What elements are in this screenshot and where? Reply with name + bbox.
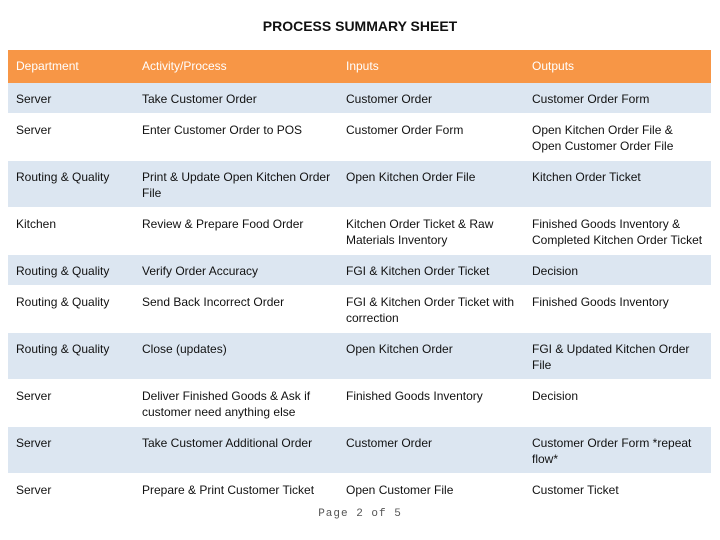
cell-inputs: FGI & Kitchen Order Ticket with correction xyxy=(346,295,515,325)
cell-department: Kitchen xyxy=(16,217,57,231)
cell-department: Server xyxy=(16,123,52,137)
cell-outputs: Open Kitchen Order File & Open Customer Order File xyxy=(532,123,674,153)
page-title: PROCESS SUMMARY SHEET xyxy=(262,18,458,34)
cell-activity: Close (updates) xyxy=(142,342,227,356)
cell-activity: Review & Prepare Food Order xyxy=(142,217,304,231)
cell-department: Routing & Quality xyxy=(16,295,110,309)
table-row xyxy=(8,333,711,380)
header-activity-process: Activity/Process xyxy=(142,59,227,73)
cell-outputs: Customer Ticket xyxy=(532,483,619,497)
cell-activity: Send Back Incorrect Order xyxy=(142,295,285,309)
cell-inputs: Customer Order Form xyxy=(346,123,464,137)
cell-inputs: Open Kitchen Order File xyxy=(346,170,476,184)
table-row xyxy=(8,380,711,427)
page-number: Page 2 of 5 xyxy=(318,508,402,520)
header-outputs: Outputs xyxy=(532,59,575,73)
table-header-row xyxy=(8,50,711,83)
table-row xyxy=(8,255,711,286)
cell-department: Server xyxy=(16,436,52,450)
cell-inputs: FGI & Kitchen Order Ticket xyxy=(346,264,490,278)
cell-inputs: Kitchen Order Ticket & Raw Materials Inventory xyxy=(346,217,494,247)
header-department: Department xyxy=(16,59,79,73)
table-row xyxy=(8,427,711,474)
cell-activity: Enter Customer Order to POS xyxy=(142,123,303,137)
table-row xyxy=(8,114,711,161)
cell-inputs: Open Customer File xyxy=(346,483,454,497)
cell-department: Routing & Quality xyxy=(16,170,110,184)
cell-outputs: Kitchen Order Ticket xyxy=(532,170,641,184)
cell-department: Server xyxy=(16,389,52,403)
table-row xyxy=(8,286,711,333)
cell-department: Routing & Quality xyxy=(16,342,110,356)
cell-outputs: Customer Order Form xyxy=(532,92,650,106)
table-row xyxy=(8,474,711,505)
cell-inputs: Finished Goods Inventory xyxy=(346,389,483,403)
table-row xyxy=(8,161,711,208)
cell-outputs: Customer Order Form *repeat flow* xyxy=(532,436,692,466)
cell-department: Server xyxy=(16,483,52,497)
cell-activity: Take Customer Order xyxy=(142,92,257,106)
cell-activity: Prepare & Print Customer Ticket xyxy=(142,483,315,497)
cell-activity: Deliver Finished Goods & Ask if customer need anything else xyxy=(142,389,311,419)
cell-activity: Take Customer Additional Order xyxy=(142,436,313,450)
cell-inputs: Customer Order xyxy=(346,92,433,106)
cell-activity: Verify Order Accuracy xyxy=(142,264,259,278)
cell-outputs: Finished Goods Inventory xyxy=(532,295,669,309)
cell-department: Server xyxy=(16,92,52,106)
cell-department: Routing & Quality xyxy=(16,264,110,278)
cell-outputs: Decision xyxy=(532,389,579,403)
cell-activity: Print & Update Open Kitchen Order File xyxy=(142,170,331,200)
cell-outputs: Decision xyxy=(532,264,579,278)
cell-outputs: FGI & Updated Kitchen Order File xyxy=(532,342,690,372)
cell-inputs: Customer Order xyxy=(346,436,433,450)
cell-inputs: Open Kitchen Order xyxy=(346,342,453,356)
cell-outputs: Finished Goods Inventory & Completed Kitchen Order Ticket xyxy=(532,217,703,247)
header-inputs: Inputs xyxy=(346,59,379,73)
process-summary-table xyxy=(8,50,711,505)
table-row xyxy=(8,83,711,114)
table-row xyxy=(8,208,711,255)
